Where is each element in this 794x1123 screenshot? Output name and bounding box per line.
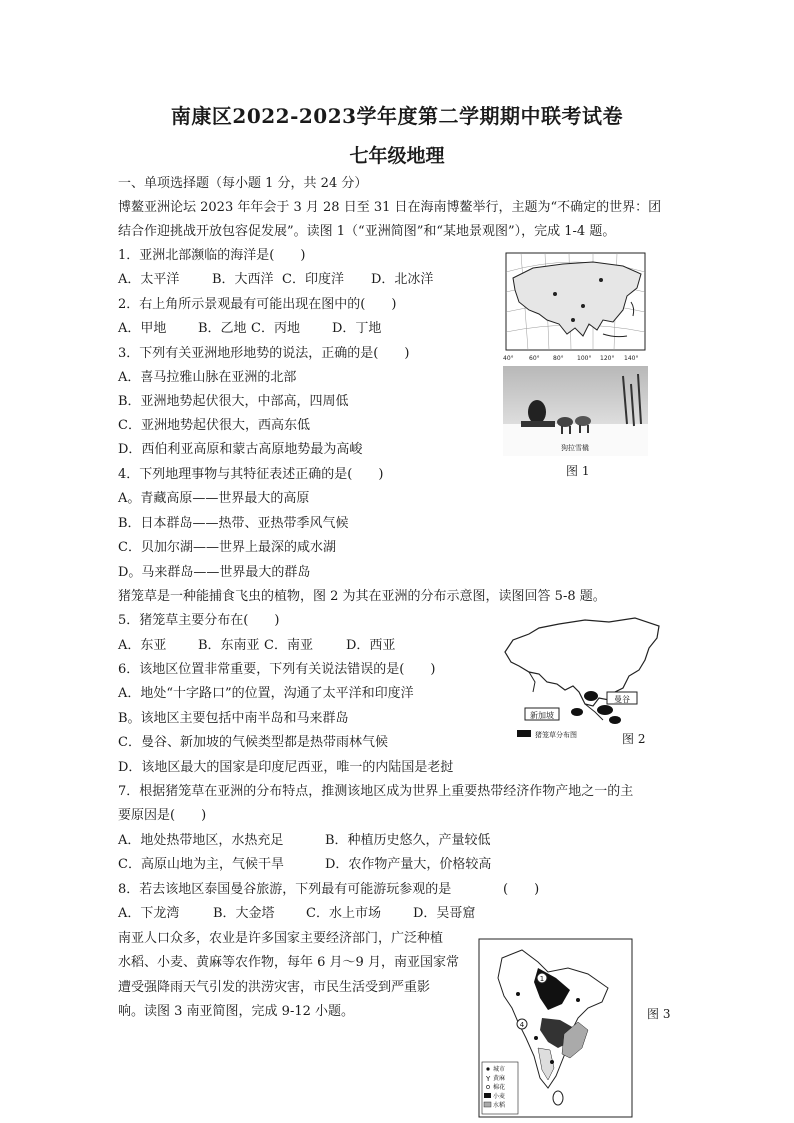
- figure-1-caption: 图 1: [566, 464, 590, 478]
- q4-option-d: D。马来群岛——世界最大的群岛: [118, 565, 311, 580]
- q1-stem: 1．亚洲北部濒临的海洋是( ): [118, 248, 306, 263]
- label-bangkok: 曼谷: [614, 695, 630, 704]
- q1-option-d: D．北冰洋: [371, 272, 434, 287]
- q8-option-d: D．吴哥窟: [413, 906, 476, 921]
- q5-option-b: B．东南亚: [198, 638, 260, 653]
- q1-option-a: A．太平洋: [118, 272, 180, 287]
- q7-stem-line-1: 7．根据猪笼草在亚洲的分布特点，推测该地区成为世界上重要热带经济作物产地之一的主: [118, 784, 634, 799]
- q2-option-a: A．甲地: [118, 321, 167, 336]
- q8-stem: 8．若去该地区泰国曼谷旅游，下列最有可能游玩参观的是: [118, 882, 452, 897]
- figure-3-caption: 图 3: [647, 1007, 671, 1021]
- q7-option-d: D．农作物产量大，价格较高: [325, 857, 492, 872]
- q5-option-c: C．南亚: [264, 638, 313, 653]
- legend-item: 黄麻: [493, 1075, 506, 1082]
- svg-text:Y: Y: [486, 1075, 491, 1083]
- lon-tick: 140°: [624, 355, 639, 362]
- photo-caption: 狗拉雪橇: [561, 444, 589, 452]
- q4-option-c: C．贝加尔湖——世界上最深的咸水湖: [118, 540, 336, 555]
- legend-label: 猪笼草分布图: [535, 731, 577, 739]
- intro-3-line-1: 南亚人口众多，农业是许多国家主要经济部门，广泛种植: [118, 931, 444, 946]
- intro-3-line-3: 遭受强降雨天气引发的洪涝灾害，市民生活受到严重影: [118, 980, 431, 995]
- q1-option-b: B．大西洋: [212, 272, 274, 287]
- figure-1-asia-map: [503, 250, 648, 362]
- q3-option-a: A．喜马拉雅山脉在亚洲的北部: [118, 370, 297, 385]
- q6-stem: 6．该地区位置非常重要，下列有关说法错误的是( ): [118, 662, 436, 677]
- q3-option-b: B．亚洲地势起伏很大，中部高，四周低: [118, 394, 349, 409]
- intro-3-line-2: 水稻、小麦、黄麻等农作物，每年 6 月～9 月，南亚国家常: [118, 955, 459, 970]
- south-asia-map-graphic: [478, 938, 633, 1118]
- legend-item: 小麦: [493, 1093, 506, 1100]
- lon-tick: 60°: [529, 355, 540, 362]
- q6-option-b: B。该地区主要包括中南半岛和马来群岛: [118, 711, 349, 726]
- q5-stem: 5．猪笼草主要分布在( ): [118, 613, 280, 628]
- dog-sled-photo: [503, 366, 648, 456]
- figure-3-south-asia-map: [478, 938, 633, 1118]
- q7-option-c: C．高原山地为主，气候干旱: [118, 857, 284, 872]
- figure-2-caption: 图 2: [622, 732, 646, 746]
- intro-1-line-2: 结合作迎挑战开放包容促发展”。读图 1（“亚洲简图”和“某地景观图”），完成 1-4 题。: [118, 224, 616, 239]
- exam-title: 南康区2022-2023学年度第二学期期中联考试卷: [170, 104, 624, 128]
- figure-2-distribution-map: [499, 612, 664, 744]
- q7-option-a: A．地处热带地区，水热充足: [118, 833, 284, 848]
- q8-option-c: C．水上市场: [306, 906, 381, 921]
- legend-item: 棉花: [493, 1084, 506, 1091]
- q6-option-c: C．曼谷、新加坡的气候类型都是热带雨林气候: [118, 735, 388, 750]
- q6-option-d: D．该地区最大的国家是印度尼西亚，唯一的内陆国是老挝: [118, 760, 454, 775]
- asia-map-graphic: [503, 250, 648, 362]
- exam-subtitle: 七年级地理: [349, 145, 445, 167]
- lon-tick: 120°: [600, 355, 615, 362]
- q6-option-a: A．地处“十字路口”的位置，沟通了太平洋和印度洋: [118, 686, 414, 701]
- q2-stem: 2．右上角所示景观最有可能出现在图中的( ): [118, 297, 397, 312]
- q3-option-d: D．西伯利亚高原和蒙古高原地势最为高峻: [118, 442, 363, 457]
- q2-option-b: B．乙地: [198, 321, 247, 336]
- legend-swatch: [517, 730, 531, 737]
- lon-tick: 40°: [503, 355, 514, 362]
- q4-stem: 4．下列地理事物与其特征表述正确的是( ): [118, 467, 384, 482]
- nepenthes-map-graphic: [499, 612, 664, 744]
- figure-1-sled-photo: [503, 366, 648, 456]
- q2-option-d: D．丁地: [332, 321, 382, 336]
- intro-2: 猪笼草是一种能捕食飞虫的植物，图 2 为其在亚洲的分布示意图，读图回答 5-8 题。: [118, 589, 606, 604]
- legend-item: 水稻: [493, 1102, 506, 1109]
- q7-option-b: B．种植历史悠久，产量较低: [325, 833, 491, 848]
- lon-tick: 100°: [577, 355, 592, 362]
- q4-option-b: B．日本群岛——热带、亚热带季风气候: [118, 516, 349, 531]
- q8-answer-paren: ( ): [503, 882, 540, 897]
- intro-3-line-4: 响。读图 3 南亚简图，完成 9-12 小题。: [118, 1004, 355, 1019]
- q8-option-a: A．下龙湾: [118, 906, 180, 921]
- svg-text:1: 1: [539, 975, 545, 983]
- q5-option-a: A．东亚: [118, 638, 167, 653]
- intro-1-line-1: 博鳌亚洲论坛 2023 年年会于 3 月 28 日至 31 日在海南博鳌举行，主题为“不确定的世界：团: [118, 200, 662, 215]
- q3-option-c: C．亚洲地势起伏很大，西高东低: [118, 418, 310, 433]
- q4-option-a: A。青藏高原——世界最大的高原: [118, 491, 310, 506]
- section-heading: 一、单项选择题（每小题 1 分，共 24 分）: [118, 176, 368, 191]
- label-singapore: 新加坡: [530, 711, 554, 720]
- svg-text:4: 4: [519, 1021, 525, 1029]
- legend-item: 城市: [493, 1066, 506, 1073]
- q5-option-d: D．西亚: [346, 638, 396, 653]
- lon-tick: 80°: [553, 355, 564, 362]
- q2-option-c: C．丙地: [251, 321, 300, 336]
- q7-stem-line-2: 要原因是( ): [118, 808, 207, 823]
- q8-option-b: B．大金塔: [213, 906, 275, 921]
- q1-option-c: C．印度洋: [282, 272, 344, 287]
- q3-stem: 3．下列有关亚洲地形地势的说法，正确的是( ): [118, 346, 410, 361]
